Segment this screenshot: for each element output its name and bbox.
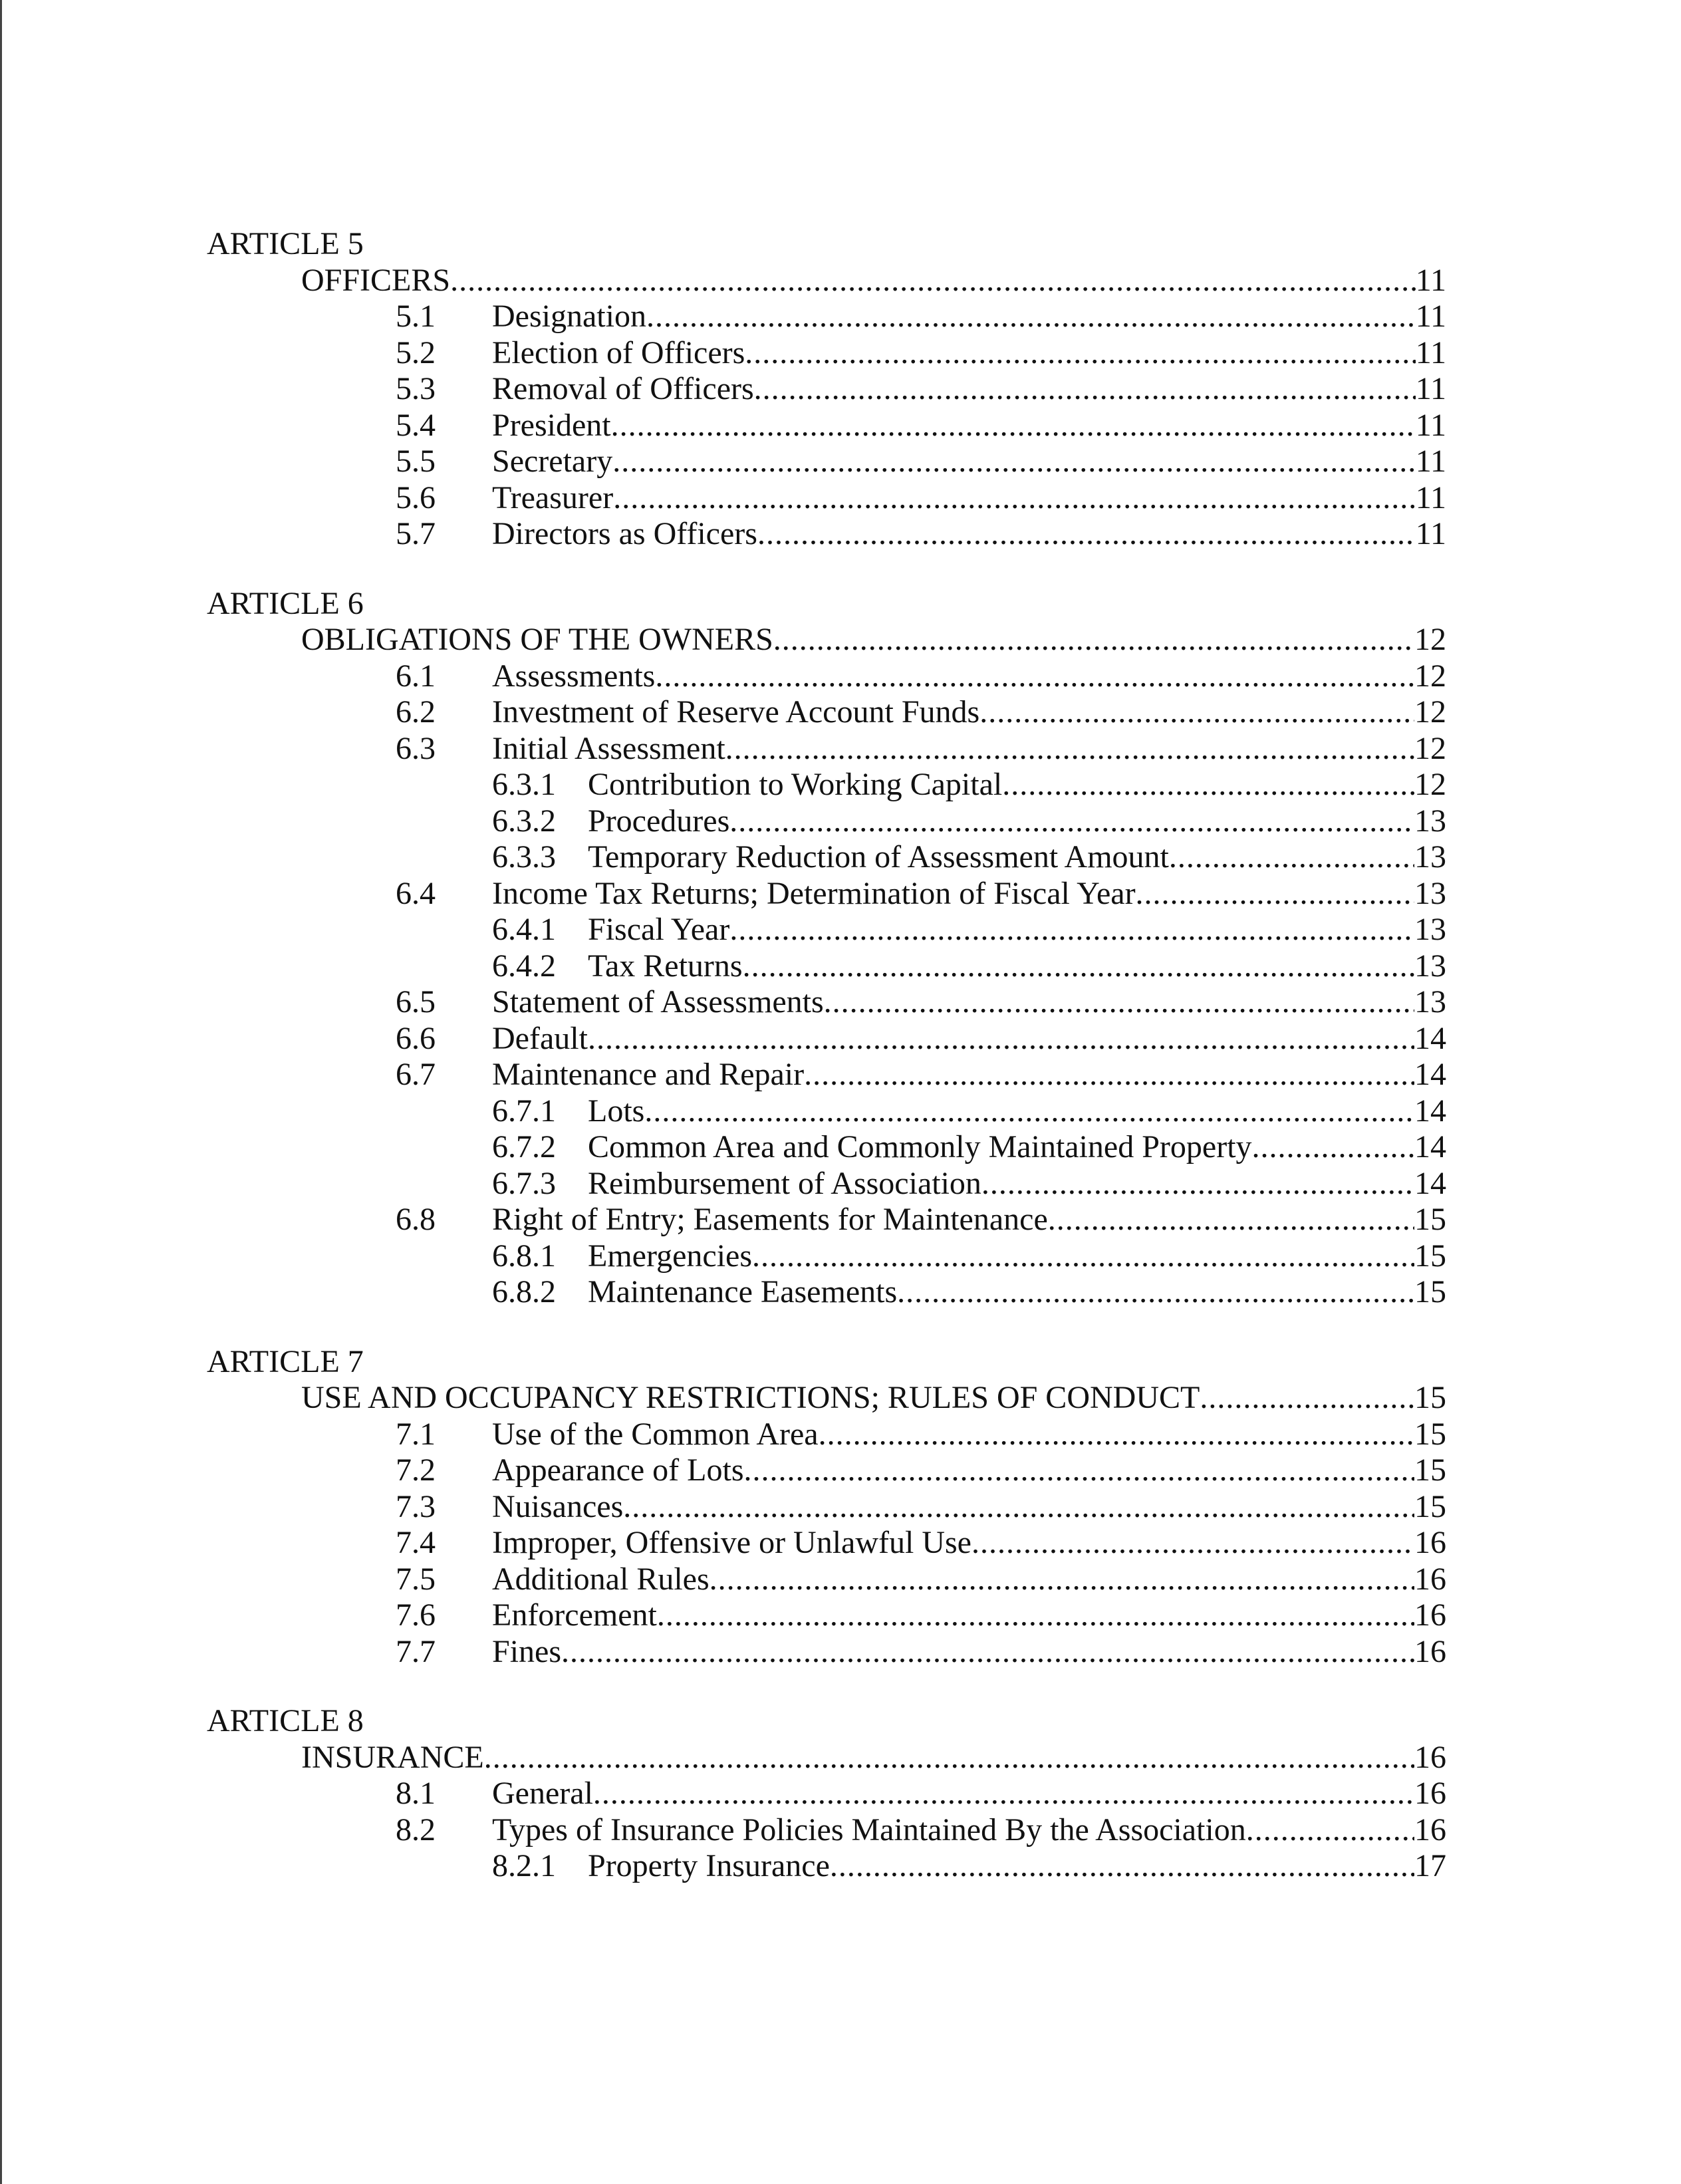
- dot-leader: [1200, 1380, 1414, 1417]
- dot-leader: [743, 948, 1414, 985]
- toc-entry: [492, 984, 1446, 1021]
- subsection-number: 6.4.2: [492, 948, 556, 984]
- dot-leader: [725, 731, 1414, 767]
- dot-leader: [754, 371, 1416, 408]
- section-row: [0, 658, 1681, 695]
- toc-entry: [588, 1093, 1446, 1130]
- dot-leader: [484, 1740, 1414, 1776]
- toc-entry: [492, 1525, 1446, 1562]
- dot-leader: [611, 408, 1416, 444]
- subsection-row: [0, 912, 1681, 948]
- dot-leader: [623, 1489, 1414, 1526]
- section-row: [0, 516, 1681, 553]
- page-number: 16: [1414, 1739, 1446, 1775]
- dot-leader: [1048, 1202, 1414, 1238]
- section-row: [0, 1525, 1681, 1562]
- toc-entry: [492, 658, 1446, 695]
- toc-entry: [492, 408, 1446, 444]
- section-number: 6.6: [396, 1020, 436, 1056]
- toc-entry: [588, 1848, 1446, 1885]
- dot-leader: [981, 1166, 1414, 1202]
- subsection-number: 6.3.2: [492, 803, 556, 839]
- page-number: 11: [1415, 444, 1446, 479]
- dot-leader: [824, 984, 1414, 1021]
- article-block: [0, 586, 1681, 1311]
- subsection-row: [0, 1166, 1681, 1202]
- section-title: Additional Rules: [492, 1561, 710, 1597]
- page-number: 16: [1414, 1812, 1446, 1847]
- section-row: [0, 299, 1681, 335]
- section-number: 7.1: [396, 1416, 436, 1452]
- page-number: 12: [1414, 767, 1446, 802]
- page-number: 13: [1414, 803, 1446, 839]
- section-number: 6.1: [396, 658, 436, 694]
- toc-entry: [588, 1166, 1446, 1202]
- toc-entry: [492, 1562, 1446, 1598]
- section-title: Directors as Officers: [492, 516, 757, 551]
- article-title-row: [0, 1740, 1681, 1776]
- article-heading: ARTICLE 8: [207, 1703, 364, 1738]
- toc-entry: [588, 1274, 1446, 1311]
- subsection-title: Property Insurance: [588, 1848, 830, 1883]
- dot-leader: [729, 803, 1414, 840]
- section-row: [0, 1776, 1681, 1812]
- section-row: [0, 1489, 1681, 1526]
- subsection-row: [0, 767, 1681, 803]
- section-number: 5.6: [396, 479, 436, 515]
- toc-entry: [492, 1021, 1446, 1057]
- page-number: 16: [1414, 1561, 1446, 1597]
- section-number: 7.6: [396, 1597, 436, 1633]
- section-row: [0, 371, 1681, 408]
- dot-leader: [593, 1776, 1414, 1812]
- article-title-row: [0, 622, 1681, 658]
- article-block: [0, 226, 1681, 553]
- section-number: 7.4: [396, 1525, 436, 1560]
- section-title: Income Tax Returns; Determination of Fiscal Year: [492, 875, 1136, 911]
- dot-leader: [897, 1274, 1414, 1311]
- subsection-row: [0, 839, 1681, 876]
- page-number: 11: [1415, 479, 1446, 515]
- section-title: General: [492, 1776, 593, 1811]
- dot-leader: [655, 658, 1414, 695]
- page-number: 12: [1414, 622, 1446, 657]
- section-title: Removal of Officers: [492, 371, 754, 406]
- section-row: [0, 984, 1681, 1021]
- page-number: 13: [1414, 839, 1446, 875]
- section-title: Assessments: [492, 658, 656, 694]
- article-block: [0, 1344, 1681, 1671]
- section-row: [0, 1021, 1681, 1057]
- section-row: [0, 444, 1681, 480]
- section-number: 8.2: [396, 1812, 436, 1847]
- toc-entry: [492, 1417, 1446, 1453]
- toc-entry: [492, 299, 1446, 335]
- page-number: 16: [1414, 1525, 1446, 1560]
- toc-entry: [492, 694, 1446, 731]
- subsection-number: 6.8.2: [492, 1274, 556, 1309]
- subsection-number: 6.7.2: [492, 1129, 556, 1164]
- article-title: INSURANCE: [301, 1739, 484, 1775]
- toc-entry: [492, 731, 1446, 767]
- toc-entry: [492, 1597, 1446, 1634]
- article-title-row: [0, 263, 1681, 299]
- dot-leader: [744, 1452, 1415, 1489]
- section-row: [0, 408, 1681, 444]
- section-row: [0, 1057, 1681, 1093]
- article-heading: ARTICLE 6: [207, 585, 364, 621]
- section-row: [0, 876, 1681, 912]
- page-number: 14: [1414, 1093, 1446, 1129]
- page-number: 14: [1414, 1057, 1446, 1092]
- section-row: [0, 1597, 1681, 1634]
- dot-leader: [561, 1634, 1414, 1671]
- section-number: 7.2: [396, 1452, 436, 1488]
- subsection-title: Reimbursement of Association: [588, 1165, 981, 1201]
- dot-leader: [752, 1238, 1414, 1275]
- page-number: 15: [1414, 1416, 1446, 1452]
- toc-entry: [588, 1238, 1446, 1275]
- subsection-title: Temporary Reduction of Assessment Amount: [588, 839, 1169, 875]
- page-number: 12: [1414, 658, 1446, 694]
- subsection-number: 6.3.1: [492, 767, 556, 802]
- dot-leader: [1169, 839, 1414, 876]
- dot-leader: [710, 1562, 1414, 1598]
- article-title: OFFICERS: [301, 262, 451, 298]
- section-title: Improper, Offensive or Unlawful Use: [492, 1525, 971, 1560]
- subsection-number: 6.8.1: [492, 1238, 556, 1274]
- dot-leader: [804, 1057, 1414, 1093]
- section-row: [0, 1812, 1681, 1849]
- section-number: 6.2: [396, 694, 436, 730]
- section-title: Investment of Reserve Account Funds: [492, 694, 980, 730]
- subsection-number: 6.4.1: [492, 912, 556, 947]
- section-title: Types of Insurance Policies Maintained By the Association: [492, 1812, 1246, 1847]
- section-title: Treasurer: [492, 479, 614, 515]
- section-number: 6.3: [396, 730, 436, 766]
- article-heading: ARTICLE 7: [207, 1343, 364, 1379]
- section-title: Election of Officers: [492, 335, 745, 370]
- dot-leader: [644, 1093, 1414, 1130]
- toc-entry: [492, 1634, 1446, 1671]
- page-number: 12: [1414, 694, 1446, 730]
- toc-entry: [492, 480, 1446, 517]
- page-number: 15: [1414, 1380, 1446, 1415]
- toc-entry: [588, 839, 1446, 876]
- subsection-number: 8.2.1: [492, 1848, 556, 1883]
- toc-entry: [492, 371, 1446, 408]
- dot-leader: [745, 335, 1415, 372]
- section-row: [0, 1562, 1681, 1598]
- toc-entry: [492, 876, 1446, 912]
- section-number: 8.1: [396, 1776, 436, 1811]
- page-number: 13: [1414, 984, 1446, 1020]
- section-number: 5.2: [396, 335, 436, 370]
- toc-entry: [492, 335, 1446, 372]
- dot-leader: [1246, 1812, 1414, 1849]
- toc-entry: [588, 948, 1446, 985]
- section-row: [0, 1202, 1681, 1238]
- section-title: Default: [492, 1020, 588, 1056]
- section-number: 7.5: [396, 1561, 436, 1597]
- subsection-title: Fiscal Year: [588, 912, 730, 947]
- subsection-title: Emergencies: [588, 1238, 753, 1274]
- table-of-contents: [0, 226, 1681, 1918]
- dot-leader: [971, 1525, 1414, 1562]
- section-row: [0, 335, 1681, 372]
- toc-entry: [492, 1057, 1446, 1093]
- subsection-row: [0, 1274, 1681, 1311]
- section-title: Enforcement: [492, 1597, 657, 1633]
- toc-entry: [301, 1380, 1446, 1417]
- page-number: 13: [1414, 948, 1446, 984]
- section-title: Use of the Common Area: [492, 1416, 819, 1452]
- dot-leader: [773, 622, 1414, 658]
- subsection-row: [0, 803, 1681, 840]
- section-number: 5.1: [396, 299, 436, 334]
- section-number: 7.3: [396, 1488, 436, 1524]
- dot-leader: [1252, 1129, 1414, 1166]
- subsection-row: [0, 1093, 1681, 1130]
- page-number: 15: [1414, 1274, 1446, 1309]
- toc-entry: [588, 1129, 1446, 1166]
- dot-leader: [1002, 767, 1414, 803]
- section-number: 5.7: [396, 516, 436, 551]
- page-number: 15: [1414, 1202, 1446, 1237]
- dot-leader: [1136, 876, 1414, 912]
- dot-leader: [612, 444, 1416, 480]
- page-number: 16: [1414, 1776, 1446, 1811]
- section-title: Initial Assessment: [492, 730, 725, 766]
- page-number: 15: [1414, 1488, 1446, 1524]
- section-title: Secretary: [492, 444, 613, 479]
- section-number: 6.5: [396, 984, 436, 1020]
- article-block: [0, 1703, 1681, 1885]
- page-number: 15: [1414, 1238, 1446, 1274]
- subsection-row: [0, 1129, 1681, 1166]
- dot-leader: [830, 1848, 1414, 1885]
- subsection-row: [0, 1848, 1681, 1885]
- toc-entry: [301, 622, 1446, 658]
- subsection-row: [0, 948, 1681, 985]
- section-title: Designation: [492, 299, 646, 334]
- page-number: 15: [1414, 1452, 1446, 1488]
- dot-leader: [646, 299, 1416, 335]
- section-title: President: [492, 407, 611, 443]
- toc-entry: [492, 1202, 1446, 1238]
- section-row: [0, 731, 1681, 767]
- section-number: 6.8: [396, 1202, 436, 1237]
- toc-entry: [301, 263, 1446, 299]
- subsection-title: Contribution to Working Capital: [588, 767, 1003, 802]
- page-number: 12: [1414, 730, 1446, 766]
- page-number: 16: [1414, 1633, 1446, 1669]
- toc-entry: [492, 1489, 1446, 1526]
- section-number: 6.4: [396, 875, 436, 911]
- page-number: 14: [1414, 1165, 1446, 1201]
- toc-entry: [301, 1740, 1446, 1776]
- page-number: 17: [1414, 1848, 1446, 1883]
- section-title: Appearance of Lots: [492, 1452, 744, 1488]
- page-number: 13: [1414, 875, 1446, 911]
- page-number: 11: [1415, 335, 1446, 370]
- dot-leader: [450, 263, 1416, 299]
- dot-leader: [588, 1021, 1414, 1057]
- section-row: [0, 480, 1681, 517]
- section-row: [0, 1634, 1681, 1671]
- dot-leader: [657, 1597, 1414, 1634]
- dot-leader: [819, 1417, 1414, 1453]
- section-title: Fines: [492, 1633, 562, 1669]
- section-title: Maintenance and Repair: [492, 1057, 805, 1092]
- article-title: OBLIGATIONS OF THE OWNERS: [301, 622, 773, 657]
- subsection-title: Common Area and Commonly Maintained Property: [588, 1129, 1252, 1164]
- subsection-title: Procedures: [588, 803, 730, 839]
- subsection-number: 6.3.3: [492, 839, 556, 875]
- page-number: 14: [1414, 1129, 1446, 1164]
- article-title: USE AND OCCUPANCY RESTRICTIONS; RULES OF CONDUCT: [301, 1380, 1200, 1415]
- article-title-row: [0, 1380, 1681, 1417]
- toc-entry: [492, 1776, 1446, 1812]
- section-row: [0, 1452, 1681, 1489]
- toc-entry: [492, 1812, 1446, 1849]
- toc-entry: [588, 803, 1446, 840]
- page-number: 11: [1415, 262, 1446, 298]
- page-number: 16: [1414, 1597, 1446, 1633]
- subsection-number: 6.7.1: [492, 1093, 556, 1129]
- section-title: Right of Entry; Easements for Maintenance: [492, 1202, 1048, 1237]
- section-number: 5.4: [396, 407, 436, 443]
- section-title: Statement of Assessments: [492, 984, 824, 1020]
- toc-entry: [588, 767, 1446, 803]
- subsection-title: Maintenance Easements: [588, 1274, 898, 1309]
- subsection-number: 6.7.3: [492, 1165, 556, 1201]
- dot-leader: [613, 480, 1416, 517]
- page-number: 13: [1414, 912, 1446, 947]
- section-title: Nuisances: [492, 1488, 624, 1524]
- section-row: [0, 694, 1681, 731]
- section-row: [0, 1417, 1681, 1453]
- page-number: 11: [1415, 299, 1446, 334]
- dot-leader: [979, 694, 1414, 731]
- section-number: 7.7: [396, 1633, 436, 1669]
- subsection-title: Tax Returns: [588, 948, 743, 984]
- toc-entry: [492, 516, 1446, 553]
- section-number: 5.3: [396, 371, 436, 406]
- article-heading: ARTICLE 5: [207, 226, 364, 261]
- section-number: 5.5: [396, 444, 436, 479]
- dot-leader: [757, 516, 1416, 553]
- dot-leader: [729, 912, 1414, 948]
- subsection-title: Lots: [588, 1093, 645, 1129]
- page-number: 11: [1415, 371, 1446, 406]
- page-number: 11: [1415, 516, 1446, 551]
- page-number: 14: [1414, 1020, 1446, 1056]
- section-number: 6.7: [396, 1057, 436, 1092]
- toc-entry: [492, 444, 1446, 480]
- toc-entry: [492, 1452, 1446, 1489]
- subsection-row: [0, 1238, 1681, 1275]
- toc-entry: [588, 912, 1446, 948]
- page-number: 11: [1415, 407, 1446, 443]
